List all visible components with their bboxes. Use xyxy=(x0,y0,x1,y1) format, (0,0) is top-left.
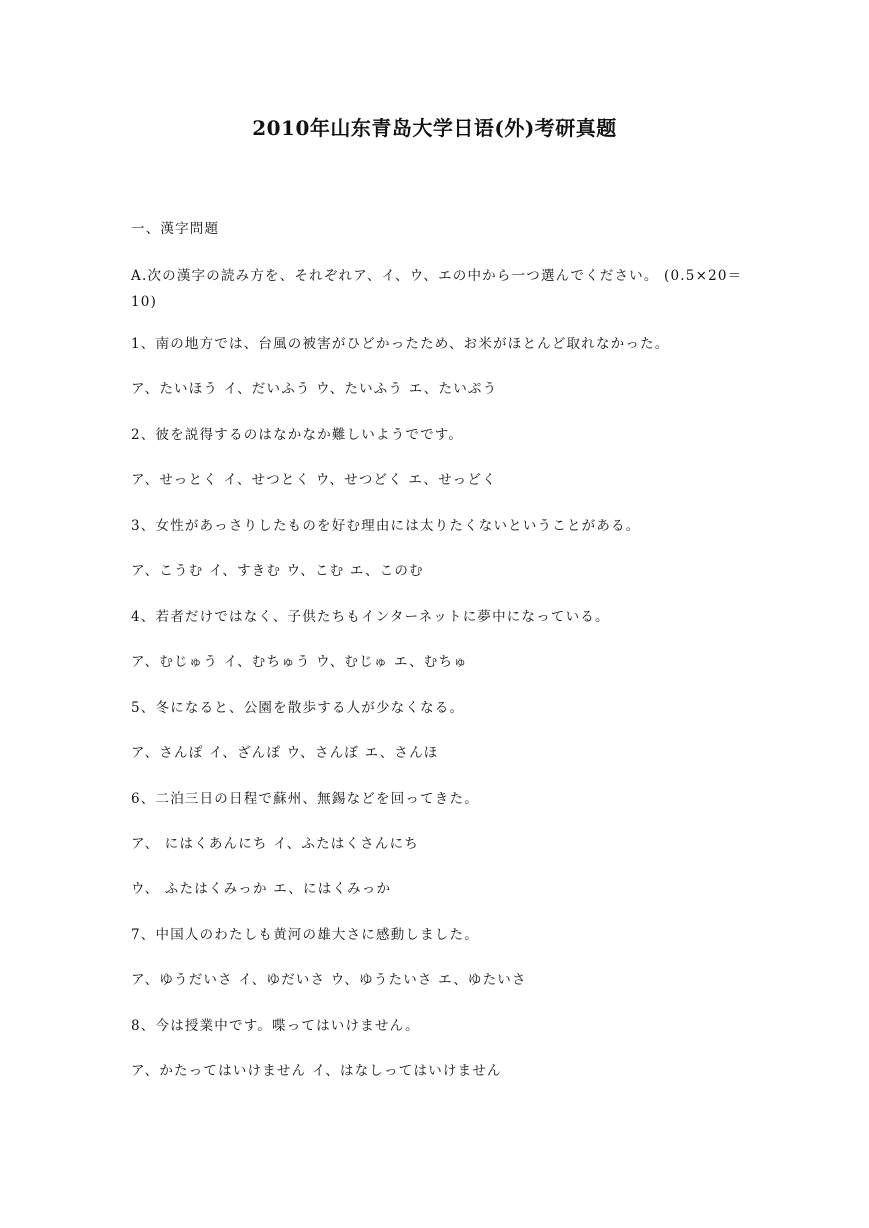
section-heading: 一、漢字問題 xyxy=(131,221,220,237)
answer-options-4: ア、むじゅう イ、むちゅう ウ、むじゅ エ、むちゅ xyxy=(131,654,468,670)
question-6: 6、二泊三日の日程で蘇州、無錫などを回ってきた。 xyxy=(131,791,479,807)
answer-options-7: ア、ゆうだいさ イ、ゆだいさ ウ、ゆうたいさ エ、ゆたいさ xyxy=(131,972,527,988)
answer-options-2: ア、せっとく イ、せつとく ウ、せつどく エ、せっどく xyxy=(131,472,497,488)
question-3: 3、女性があっさりしたものを好む理由には太りたくないということがある。 xyxy=(131,518,641,534)
answer-options-1: ア、たいほう イ、だいふう ウ、たいふう エ、たいぷう xyxy=(131,381,498,397)
answer-options-6b: ウ、 ふたはくみっか エ、にはくみっか xyxy=(131,881,392,897)
question-7: 7、中国人のわたしも黄河の雄大さに感動しました。 xyxy=(131,927,479,943)
answer-options-8: ア、かたってはいけません イ、はなしってはいけません xyxy=(131,1063,502,1079)
instruction-text: A.次の漢字の読み方を、それぞれア、イ、ウ、エの中から一つ選んでください。 (0.5×20＝10) xyxy=(131,268,743,310)
question-4: 4、若者だけではなく、子供たちもインターネットに夢中になっている。 xyxy=(131,609,610,625)
answer-options-5: ア、さんぽ イ、ざんぽ ウ、さんぼ エ、さんほ xyxy=(131,745,439,761)
question-2: 2、彼を説得するのはなかなか難しいようでです。 xyxy=(131,427,464,443)
document-title: 2010年山东青岛大学日语(外)考研真题 xyxy=(252,116,617,140)
question-5: 5、冬になると、公園を散歩する人が少なくなる。 xyxy=(131,700,465,716)
answer-options-6a: ア、 にはくあんにち イ、ふたはくさんにち xyxy=(131,836,419,852)
question-1: 1、南の地方では、台風の被害がひどかったため、お米がほとんど取れなかった。 xyxy=(131,336,670,352)
answer-options-3: ア、こうむ イ、すきむ ウ、こむ エ、このむ xyxy=(131,563,424,579)
question-8: 8、今は授業中です。喋ってはいけません。 xyxy=(131,1018,420,1034)
